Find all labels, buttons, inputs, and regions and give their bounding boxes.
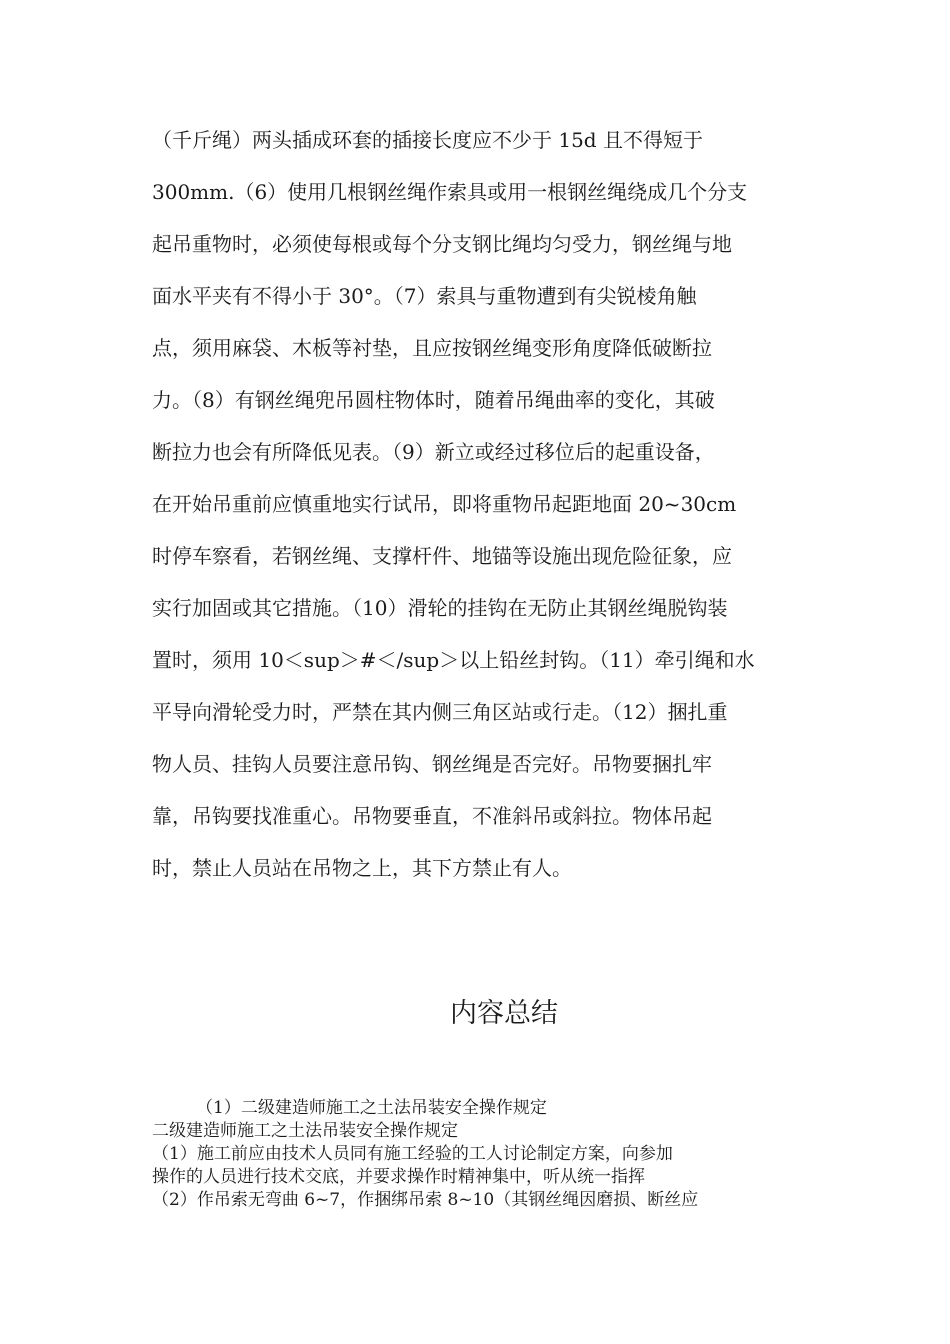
body-line: 点，须用麻袋、木板等衬垫，且应按钢丝绳变形角度降低破断拉 bbox=[152, 336, 712, 360]
body-line: 平导向滑轮受力时，严禁在其内侧三角区站或行走。（12）捆扎重 bbox=[152, 700, 728, 724]
body-line: （千斤绳）两头插成环套的插接长度应不少于 15d 且不得短于 bbox=[152, 128, 703, 152]
body-line: 断拉力也会有所降低见表。（9）新立或经过移位后的起重设备， bbox=[152, 440, 715, 464]
summary-line: 二级建造师施工之土法吊装安全操作规定 bbox=[152, 1121, 458, 1141]
body-line: 300mm.（6）使用几根钢丝绳作索具或用一根钢丝绳绕成几个分支 bbox=[152, 180, 748, 204]
body-line: 时，禁止人员站在吊物之上，其下方禁止有人。 bbox=[152, 856, 572, 880]
summary-title: 内容总结 bbox=[450, 998, 558, 1029]
main-body-text bbox=[152, 114, 812, 894]
body-line: 起吊重物时，必须使每根或每个分支钢比绳均匀受力，钢丝绳与地 bbox=[152, 232, 732, 256]
summary-line: （2）作吊索无弯曲 6~7，作捆绑吊索 8~10（其钢丝绳因磨损、断丝应 bbox=[152, 1190, 699, 1210]
body-line: 力。（8）有钢丝绳兜吊圆柱物体时，随着吊绳曲率的变化，其破 bbox=[152, 388, 715, 412]
body-line: 在开始吊重前应慎重地实行试吊，即将重物吊起距地面 20~30cm bbox=[152, 492, 737, 516]
body-line: 时停车察看，若钢丝绳、支撑杆件、地锚等设施出现危险征象，应 bbox=[152, 544, 732, 568]
summary-line: 操作的人员进行技术交底，并要求操作时精神集中，听从统一指挥 bbox=[152, 1167, 645, 1187]
body-line: 物人员、挂钩人员要注意吊钩、钢丝绳是否完好。吊物要捆扎牢 bbox=[152, 752, 712, 776]
body-line: 面水平夹有不得小于 30°。（7）索具与重物遭到有尖锐棱角触 bbox=[152, 284, 697, 308]
summary-line: （1）二级建造师施工之土法吊装安全操作规定 bbox=[196, 1098, 547, 1118]
summary-body-text bbox=[152, 1097, 812, 1212]
body-line: 靠，吊钩要找准重心。吊物要垂直，不准斜吊或斜拉。物体吊起 bbox=[152, 804, 712, 828]
summary-line: （1）施工前应由技术人员同有施工经验的工人讨论制定方案，向参加 bbox=[152, 1144, 673, 1164]
body-line: 置时，须用 10＜sup＞#＜/sup＞以上铅丝封钩。（11）牵引绳和水 bbox=[152, 648, 755, 672]
body-line: 实行加固或其它措施。（10）滑轮的挂钩在无防止其钢丝绳脱钩装 bbox=[152, 596, 728, 620]
